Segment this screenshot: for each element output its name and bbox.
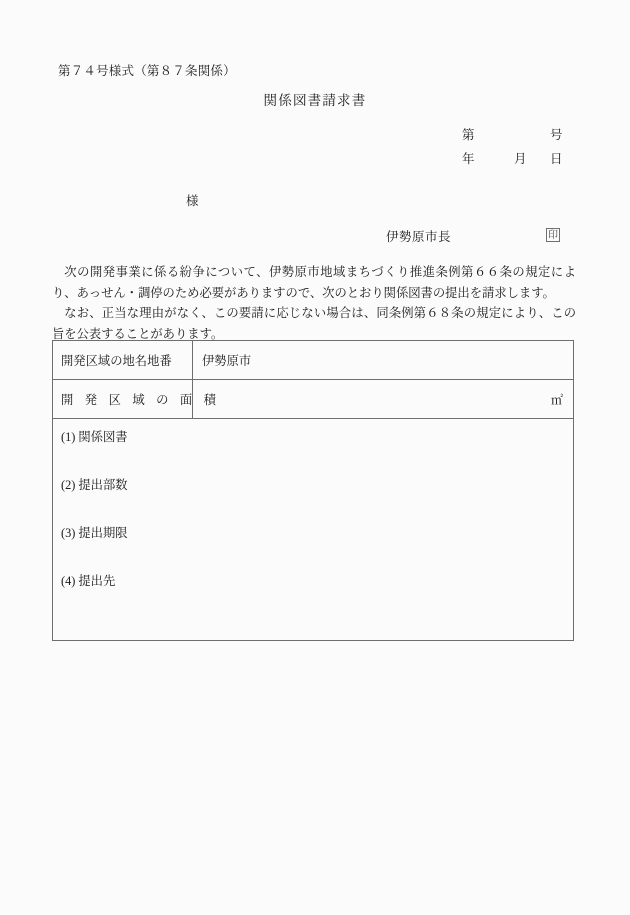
list-item-number: (3) — [61, 526, 76, 540]
list-item[interactable] — [61, 524, 573, 572]
form-number-label: 第７４号様式（第８７条関係） — [58, 64, 236, 78]
request-items-list — [61, 428, 573, 620]
list-item-label: 関係図書 — [78, 430, 128, 444]
list-item-number: (4) — [61, 574, 76, 588]
list-item[interactable] — [61, 428, 573, 476]
document-title: 関係図書請求書 — [263, 93, 367, 108]
body-text — [52, 262, 576, 344]
body-paragraph-1: 次の開発事業に係る紛争について、伊勢原市地域まちづくり推進条例第６６条の規定により、あっせん・調停のため必要がありますので、次のとおり関係図書の提出を請求します。 — [52, 265, 576, 300]
body-paragraph-2: なお、正当な理由がなく、この要請に応じない場合は、同条例第６８条の規定により、この旨を公表することがあります。 — [52, 306, 576, 341]
list-item[interactable] — [61, 572, 573, 620]
list-item-number: (2) — [61, 478, 76, 492]
row-label-location: 開発区域の地名地番 — [53, 341, 193, 380]
document-number-row — [462, 123, 582, 147]
list-item-label: 提出部数 — [78, 478, 128, 492]
row-label-area: 開 発 区 域 の 面 積 — [53, 380, 193, 419]
list-item[interactable] — [61, 476, 573, 524]
request-details-table — [52, 340, 574, 641]
date-day-label: 日 — [550, 152, 563, 166]
document-meta-block — [462, 123, 582, 171]
table-row — [53, 341, 574, 380]
document-number-prefix: 第 — [462, 128, 475, 142]
list-item-label: 提出先 — [78, 574, 116, 588]
area-unit-label: ㎡ — [550, 392, 563, 407]
table-row — [53, 380, 574, 419]
table-row — [53, 419, 574, 641]
document-date-row — [462, 147, 582, 171]
date-year-label: 年 — [462, 152, 475, 166]
list-item-number: (1) — [61, 430, 76, 444]
document-number-value[interactable] — [514, 123, 550, 147]
row-value-location[interactable]: 伊勢原市 — [193, 341, 574, 380]
request-items-cell — [53, 419, 574, 641]
row-value-area[interactable] — [193, 380, 574, 419]
issuer-name: 伊勢原市長 — [386, 230, 452, 244]
seal-icon: 印 — [548, 230, 558, 241]
date-month-label: 月 — [514, 152, 527, 166]
addressee-honorific: 様 — [186, 194, 199, 208]
list-item-label: 提出期限 — [78, 526, 128, 540]
document-number-suffix: 号 — [550, 128, 563, 142]
